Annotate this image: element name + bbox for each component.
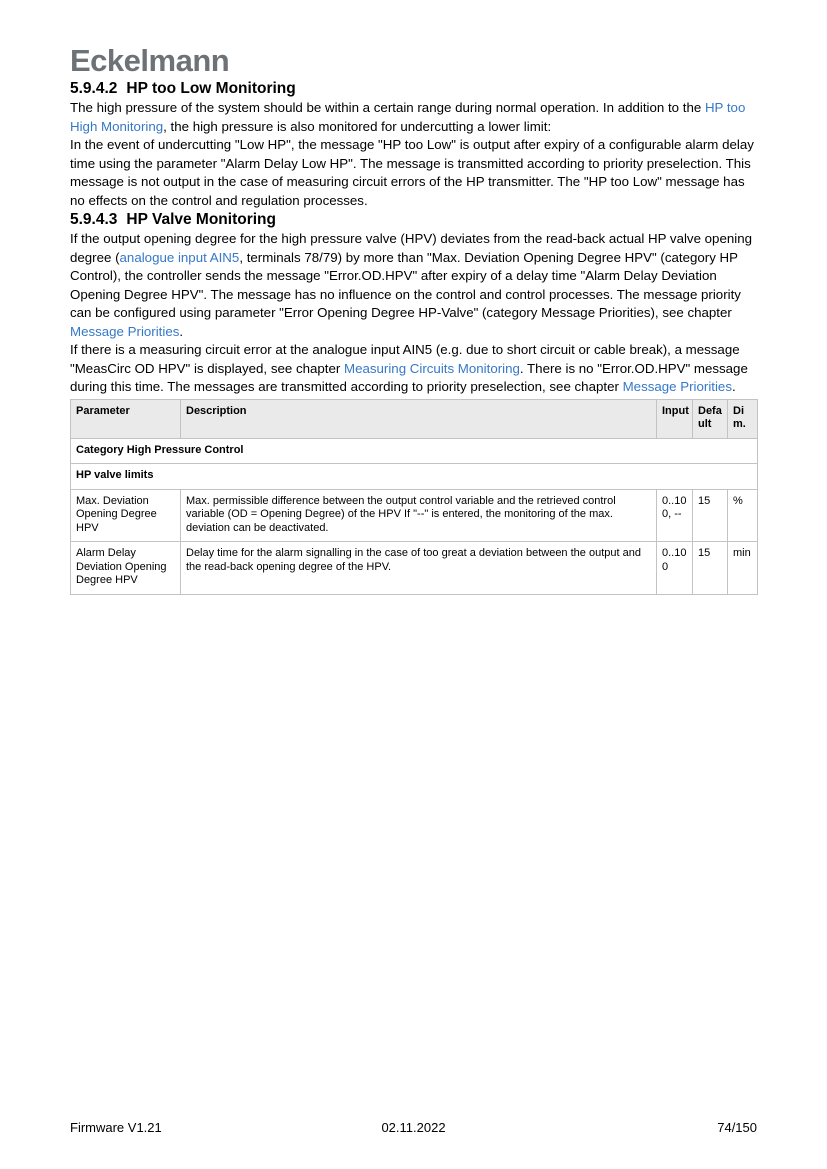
header-parameter: Parameter: [71, 399, 181, 438]
text-run: , the high pressure is also monitored for undercutting a lower limit:: [163, 118, 552, 134]
section-heading-hp-valve-monitoring: [70, 210, 757, 230]
cell-dim: min: [728, 542, 758, 595]
section-title: HP Valve Monitoring: [126, 211, 276, 228]
paragraph: [70, 136, 757, 210]
text-run: , terminals 78/79) by more than "Max. Deviation Opening Degree HPV" (category HP Control), the controller sends the message "Error.OD.HPV" after expiry of a delay time "Alarm Delay Deviation Opening Degree HPV". The message has no influence on the control and control processes. The message priority can be configured using parameter "Error Opening Degree HP-Valve" (category Message Priorities), see chapter: [70, 249, 741, 320]
text-run: The high pressure of the system should be within a certain range during normal operation. In addition to the: [70, 100, 705, 115]
table-group-row: [71, 438, 758, 464]
table-row: [71, 542, 758, 595]
group-label-category: Category High Pressure Control: [71, 438, 758, 464]
table-header-row: [71, 399, 758, 438]
link-analogue-input-ain5[interactable]: analogue input AIN5: [119, 249, 240, 265]
link-message-priorities[interactable]: Message Priorities: [70, 323, 180, 339]
link-hp-too-high-monitoring[interactable]: HP too High Monitoring: [70, 100, 746, 134]
paragraph: [70, 230, 757, 341]
cell-dim: %: [728, 489, 758, 542]
section-number: 5.9.4.2: [70, 80, 118, 97]
text-run: In the event of undercutting "Low HP", the message "HP too Low" is output after expiry of a configurable alarm delay time using the parameter "Alarm Delay Low HP". The message is transmitted according to priority preselection. This message is not output in the case of measuring circuit errors of the HP transmitter. The "HP too Low" message has no effects on the control and regulation processes.: [70, 137, 754, 208]
paragraph: [70, 341, 757, 397]
paragraph: [70, 99, 757, 136]
cell-description: Delay time for the alarm signalling in the case of too great a deviation between the output and the read-back opening degree of the HPV.: [181, 542, 657, 595]
group-label-hp-valve-limits: HP valve limits: [71, 464, 758, 490]
text-run: .: [179, 323, 184, 339]
section-title: HP too Low Monitoring: [126, 80, 296, 97]
footer-firmware-version: Firmware V1.21: [70, 1120, 162, 1135]
text-run: . There is no "Error.OD.HPV" message during this time. The messages are transmitted according to priority preselection, see chapter: [70, 360, 748, 394]
table-row: [71, 489, 758, 542]
cell-input: 0..100: [657, 542, 693, 595]
cell-description: Max. permissible difference between the output control variable and the retrieved control variable (OD = Opening Degree) of the HPV If "--" is entered, the monitoring of the max. deviation can be deactivated.: [181, 489, 657, 542]
company-logo: Eckelmann: [70, 43, 230, 78]
header-input: Input: [657, 399, 693, 438]
table-group-row: [71, 464, 758, 490]
link-message-priorities[interactable]: Message Priorities: [622, 379, 732, 394]
text-run: If the output opening degree for the high pressure valve (HPV) deviates from the read-back actual HP valve opening degree (: [70, 231, 752, 265]
header-description: Description: [181, 399, 657, 438]
text-run: .: [731, 379, 736, 394]
header-dim: Dim.: [728, 399, 758, 438]
link-measuring-circuits-monitoring[interactable]: Measuring Circuits Monitoring: [344, 360, 520, 376]
cell-default: 15: [693, 542, 728, 595]
header-default: Default: [693, 399, 728, 438]
cell-parameter: Alarm Delay Deviation Opening Degree HPV: [71, 542, 181, 595]
text-run: If there is a measuring circuit error at the analogue input AIN5 (e.g. due to short circuit or cable break), a message "MeasCirc OD HPV" is displayed, see chapter: [70, 342, 740, 376]
cell-parameter: Max. Deviation Opening Degree HPV: [71, 489, 181, 542]
section-heading-hp-too-low: [70, 79, 757, 99]
cell-input: 0..100, --: [657, 489, 693, 542]
section-number: 5.9.4.3: [70, 211, 118, 228]
parameters-table: [70, 399, 758, 595]
footer-page-number: 74/150: [717, 1120, 757, 1135]
footer-date: 02.11.2022: [381, 1120, 446, 1135]
cell-default: 15: [693, 489, 728, 542]
